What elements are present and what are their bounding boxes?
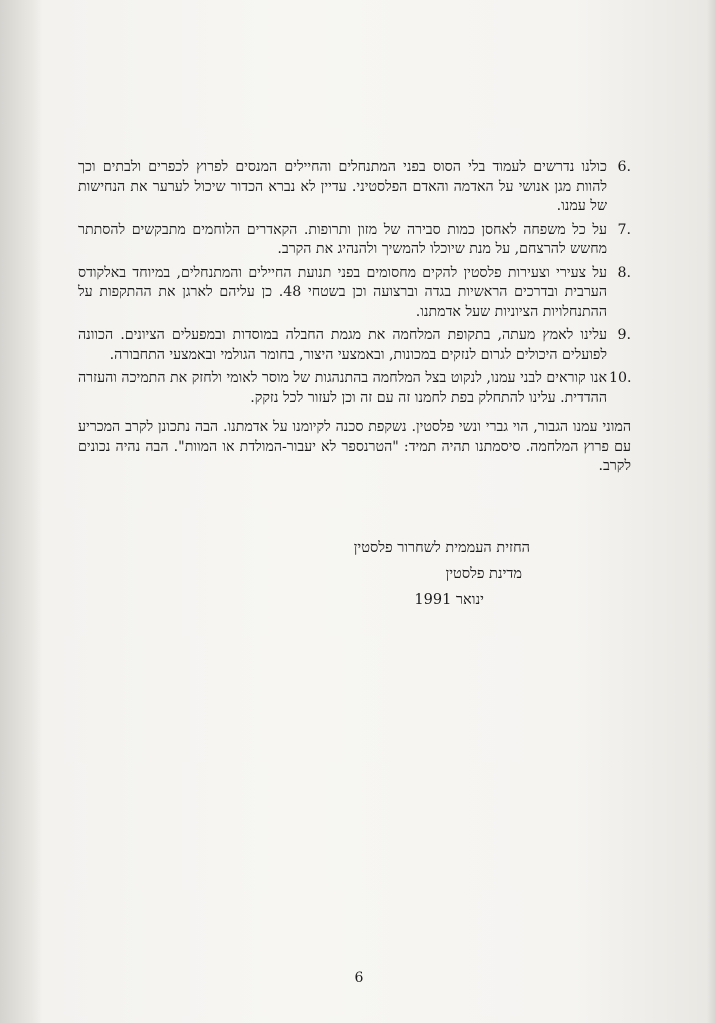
item-number: 10.: [609, 370, 632, 386]
item-number: 8.: [617, 264, 631, 281]
list-item: [78, 158, 631, 217]
item-text: על כל משפחה לאחסן כמות סבירה של מזון ותרופות. הקאדרים הלוחמים מתבקשים להסתתר מחשש להרצחם, על מנת שיוכלו להמשיך ולהנהיג את הקרב.: [78, 221, 607, 257]
signature-block: [300, 535, 530, 613]
item-text: על צעירי וצעירות פלסטין להקים מחסומים בפני תנועת החיילים והמתנחלים, במיוחד באלקודס הערבית ובדרכים הראשיות בגדה וברצועה וכן בשטחי 48. כן עליהם לארגן את ההתקפות על ההתנחלויות הציוניות שעל אדמתנו.: [78, 264, 607, 320]
list-item: [78, 221, 631, 260]
page-number: 6: [354, 970, 364, 986]
body-text: [78, 158, 631, 477]
item-text: אנו קוראים לבני עמנו, לנקוט בצל המלחמה בהתנהגות של מוסר לאומי ולחזק את התמיכה והעזרה ההדדית. עלינו להתחלק בפת לחמנו זה עם זה וכן לעזור לכל נזקק.: [78, 370, 607, 406]
list-item: [78, 369, 631, 408]
item-number: 7.: [617, 221, 631, 238]
signature-date: ינואר 1991: [414, 592, 484, 608]
signature-organization: החזית העממית לשחרור פלסטין: [353, 540, 530, 556]
list-item: [78, 326, 631, 365]
binding-shadow: [0, 0, 42, 1023]
item-number: 9.: [617, 327, 631, 343]
item-number: 6.: [617, 159, 631, 175]
list-item: [78, 264, 631, 323]
closing-paragraph: המוני עמנו הגבור, הוי גברי ונשי פלסטין. נשקפת סכנה לקיומנו על אדמתנו. הבה נתכונן לקרב המכריע עם פרוץ המלחמה. סיסמתנו תהיה תמיד: "הטרנספר לא יעבור-המולדת או המוות". הבה נהיה נכונים לקרב.: [78, 419, 631, 474]
signature-state: מדינת פלסטין: [445, 566, 522, 582]
item-text: עלינו לאמץ מעתה, בתקופת המלחמה את מגמת החבלה במוסדות ובמפעלים הציונים. הכוונה לפועלים היכולים לגרום לנזקים במכונות, ובאמצעי היצור, בחומר הגולמי ובאמצעי התחבורה.: [78, 327, 607, 363]
page-edge: [707, 0, 715, 1023]
item-text: כולנו נדרשים לעמוד בלי הסוס בפני המתנחלים והחיילים המנסים לפרוץ לכפרים ולבתים וכך להוות מגן אנושי על האדמה והאדם הפלסטיני. עדיין לא נברא הכדור שיכול לערער את הנחישות של עמנו.: [78, 159, 607, 214]
